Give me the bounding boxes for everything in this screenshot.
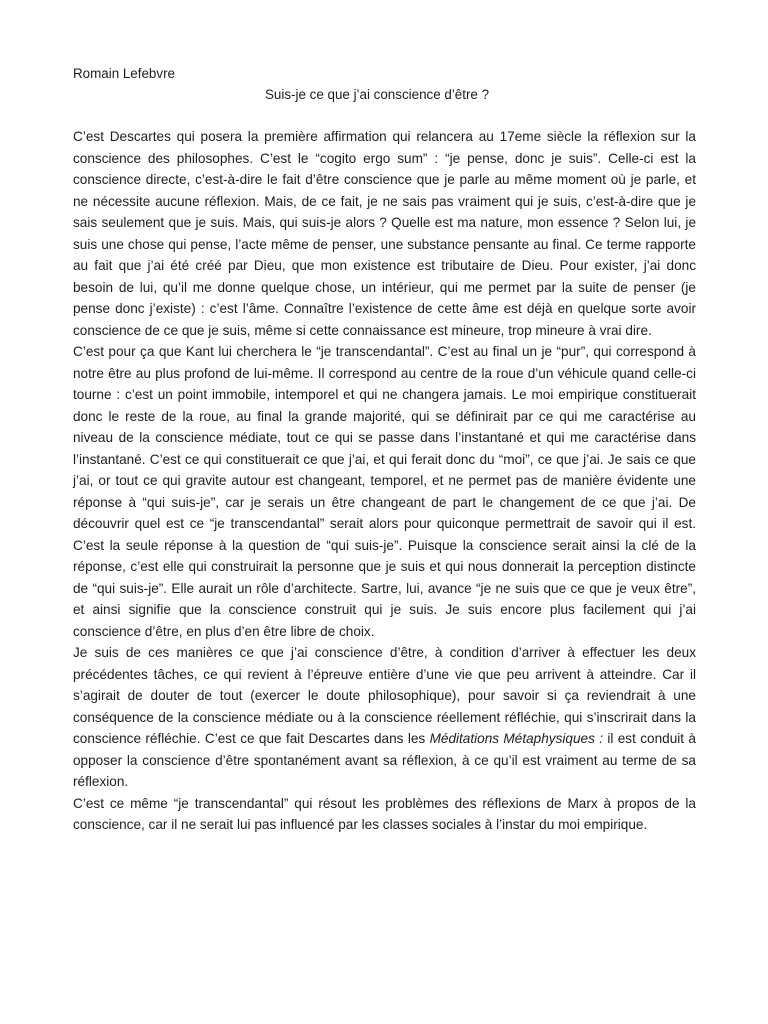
- author-name: Romain Lefebvre: [73, 66, 175, 81]
- paragraph-3-text-before: Je suis de ces manières ce que j’ai conscience d’être, à condition d’arriver à effectuer les deux précédentes tâches, ce qui revient à l’épreuve entière d’une vie que peu arrivent à atteindre. Car il s’agirait de douter de tout (exercer le doute philosophique), pour savoir si ça reviendrait à une conséquence de la conscience médiate ou à la conscience réellement réfléchie, qui s’inscrirait dans la conscience réfléchie. C’est ce que fait Descartes dans les: [73, 645, 696, 746]
- paragraph-3-text-after: il est conduit à opposer la conscience d’être spontanément avant sa réflexion, à ce qu’il est vraiment au terme de sa réflexion.: [73, 731, 696, 789]
- essay-title: Suis-je ce que j’ai conscience d’être ?: [265, 87, 490, 102]
- paragraph-4: C’est ce même “je transcendantal” qui résout les problèmes des réflexions de Marx à propos de la conscience, car il ne serait lui pas influencé par les classes sociales à l’instar du moi empirique.: [73, 795, 696, 832]
- paragraph-2: C’est pour ça que Kant lui cherchera le “je transcendantal”. C’est au final un je “pur”, qui correspond à notre être au plus profond de lui-même. Il correspond au centre de la roue d’un véhicule quand celle-ci tourne : c’est un point immobile, intemporel et qui ne changera jamais. Le moi empirique constituerait donc le reste de la roue, au final la grande majorité, qui se définirait par ce qui me caractérise au niveau de la conscience médiate, tout ce qui se passe dans l’instantané et qui me caractérise dans l’instantané. C’est ce qui constituerait ce que j’ai, et qui ferait donc du “moi”, ce que j’ai. Je sais ce que j’ai, or tout ce qui gravite autour est changeant, temporel, et ne permet pas de manière évidente une réponse à “qui suis-je”, car je serais un être changeant de part le changement de ce que j’ai. De découvrir quel est ce “je transcendantal” serait alors pour quiconque permettrait de savoir qui il est. C’est la seule réponse à la question de “qui suis-je”. Puisque la conscience serait ainsi la clé de la réponse, c’est elle qui construirait la personne que je suis et qui nous donnerait la perception distincte de “qui suis-je”. Elle aurait un rôle d’architecte. Sartre, lui, avance “je ne suis que ce que je veux être”, et ainsi signifie que la conscience construit qui je suis. Je suis encore plus facilement qui j’ai conscience d’être, en plus d’en être libre de choix.: [73, 344, 696, 639]
- paragraph-3: [73, 642, 696, 793]
- book-title-italic: Méditations Métaphysiques :: [429, 731, 603, 746]
- paragraph-1: C’est Descartes qui posera la première affirmation qui relancera au 17eme siècle la réflexion sur la conscience des philosophes. C’est le “cogito ergo sum” : “je pense, donc je suis”. Celle-ci est la conscience directe, c’est-à-dire le fait d’être conscience que je parle au même moment où je parle, et ne nécessite aucune réflexion. Mais, de ce fait, je ne sais pas vraiment qui je suis, c’est-à-dire que je sais seulement que je suis. Mais, qui suis-je alors ? Quelle est ma nature, mon essence ? Selon lui, je suis une chose qui pense, l’acte même de penser, une substance pensante au final. Ce terme rapporte au fait que j’ai été créé par Dieu, que mon existence est tributaire de Dieu. Pour exister, j’ai donc besoin de lui, qu’il me donne quelque chose, un intérieur, qui me permet par la suite de penser (je pense donc j’existe) : c’est l’âme. Connaître l’existence de cette âme est déjà en quelque sorte avoir conscience de ce que je suis, même si cette connaissance est mineure, trop mineure à vrai dire.: [73, 129, 696, 338]
- essay-body: [73, 126, 696, 836]
